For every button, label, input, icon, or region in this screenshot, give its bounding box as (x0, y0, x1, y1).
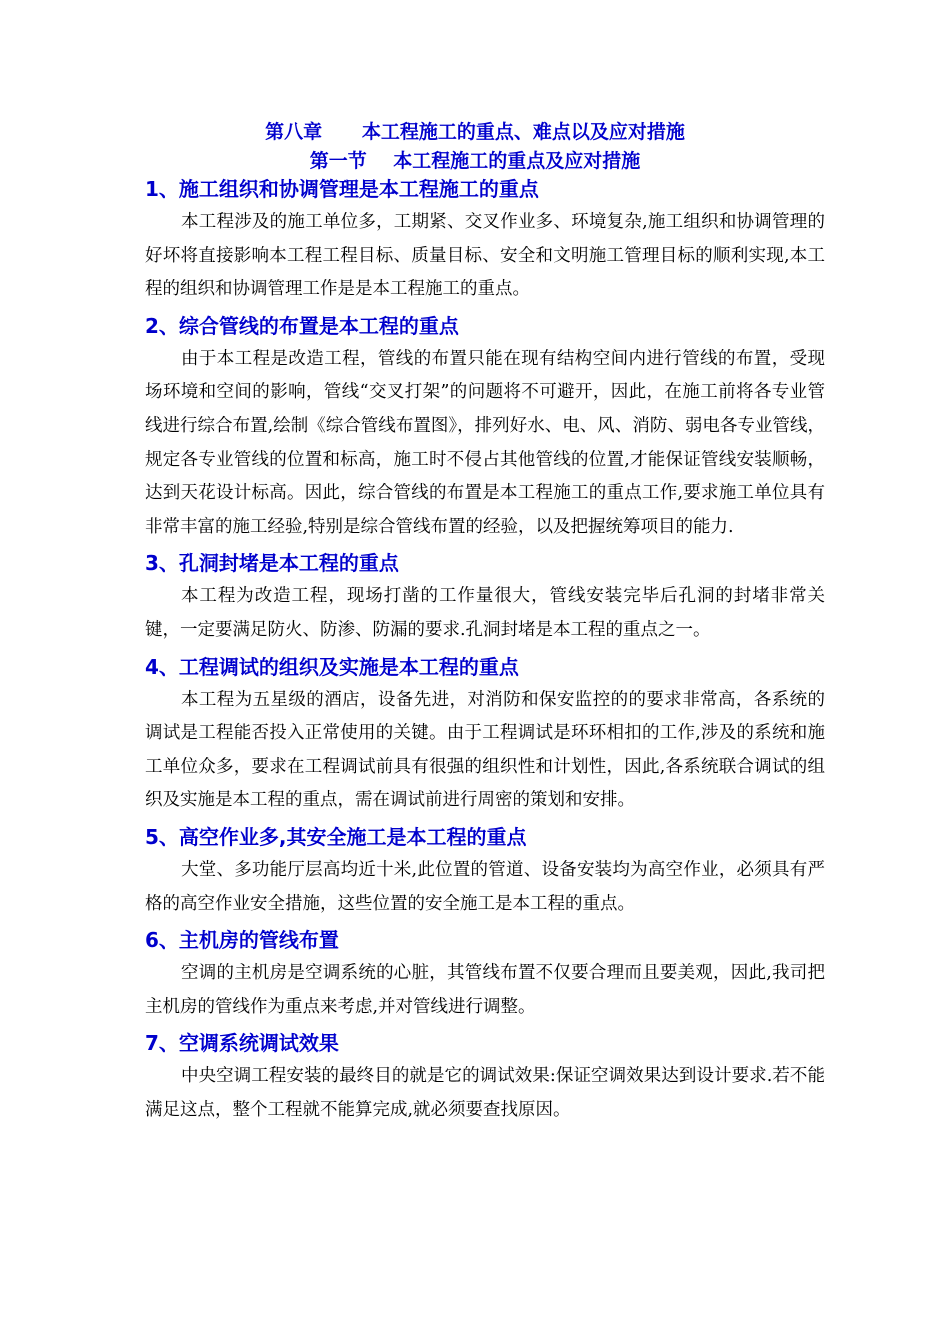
section-paragraph: 空调的主机房是空调系统的心脏，其管线布置不仅要合理而且要美观，因此,我司把主机房的管线作为重点来考虑,并对管线进行调整。 (145, 963, 825, 1017)
section-paragraph: 本工程涉及的施工单位多，工期紧、交叉作业多、环境复杂,施工组织和协调管理的好坏将直接影响本工程工程目标、质量目标、安全和文明施工管理目标的顺利实现,本工程的组织和协调管理工作是是本工程施工的重点。 (145, 212, 825, 300)
section-heading: 2、综合管线的布置是本工程的重点 (145, 313, 459, 338)
section-paragraph: 中央空调工程安装的最终目的就是它的调试效果:保证空调效果达到设计要求.若不能满足这点，整个工程就不能算完成,就必须要查找原因。 (145, 1066, 825, 1120)
section-paragraph: 本工程为改造工程，现场打凿的工作量很大，管线安装完毕后孔洞的封堵非常关键，一定要满足防火、防渗、防漏的要求.孔洞封堵是本工程的重点之一。 (145, 586, 825, 640)
section-4 (145, 650, 825, 818)
section-heading: 3、孔洞封堵是本工程的重点 (145, 551, 399, 576)
section-7 (145, 1026, 825, 1127)
section-paragraph: 由于本工程是改造工程，管线的布置只能在现有结构空间内进行管线的布置，受现场环境和空间的影响，管线“交叉打架”的问题将不可避开，因此，在施工前将各专业管线进行综合布置,绘制《综合管线布置图》，排列好水、电、风、消防、弱电各专业管线，规定各专业管线的位置和标高，施工时不侵占其他管线的位置,才能保证管线安装顺畅，达到天花设计标高。因此，综合管线的布置是本工程施工的重点工作,要求施工单位具有非常丰富的施工经验,特别是综合管线布置的经验，以及把握统筹项目的能力. (145, 348, 825, 537)
section-heading: 7、空调系统调试效果 (145, 1031, 339, 1056)
section-3 (145, 546, 825, 647)
section-heading: 1、施工组织和协调管理是本工程施工的重点 (145, 177, 539, 201)
title-block (0, 118, 950, 176)
section-heading: 6、主机房的管线布置 (145, 928, 339, 953)
section-paragraph: 大堂、多功能厅层高均近十米,此位置的管道、设备安装均为高空作业，必须具有严格的高空作业安全措施，这些位置的安全施工是本工程的重点。 (145, 859, 825, 914)
section-heading: 4、工程调试的组织及实施是本工程的重点 (145, 654, 519, 679)
chapter-title: 第八章 本工程施工的重点、难点以及应对措施 (265, 121, 685, 143)
section-1 (145, 172, 825, 307)
section-5 (145, 820, 825, 921)
section-title: 第一节 本工程施工的重点及应对措施 (309, 150, 641, 172)
section-2 (145, 309, 825, 545)
section-heading: 5、高空作业多,其安全施工是本工程的重点 (145, 824, 527, 849)
section-paragraph: 本工程为五星级的酒店，设备先进，对消防和保安监控的的要求非常高，各系统的调试是工程能否投入正常使用的关键。由于工程调试是环环相扣的工作,涉及的系统和施工单位众多，要求在工程调试前具有很强的组织性和计划性，因此,各系统联合调试的组织及实施是本工程的重点，需在调试前进行周密的策划和安排。 (145, 689, 825, 811)
document-body (145, 172, 825, 1129)
section-6 (145, 923, 825, 1024)
